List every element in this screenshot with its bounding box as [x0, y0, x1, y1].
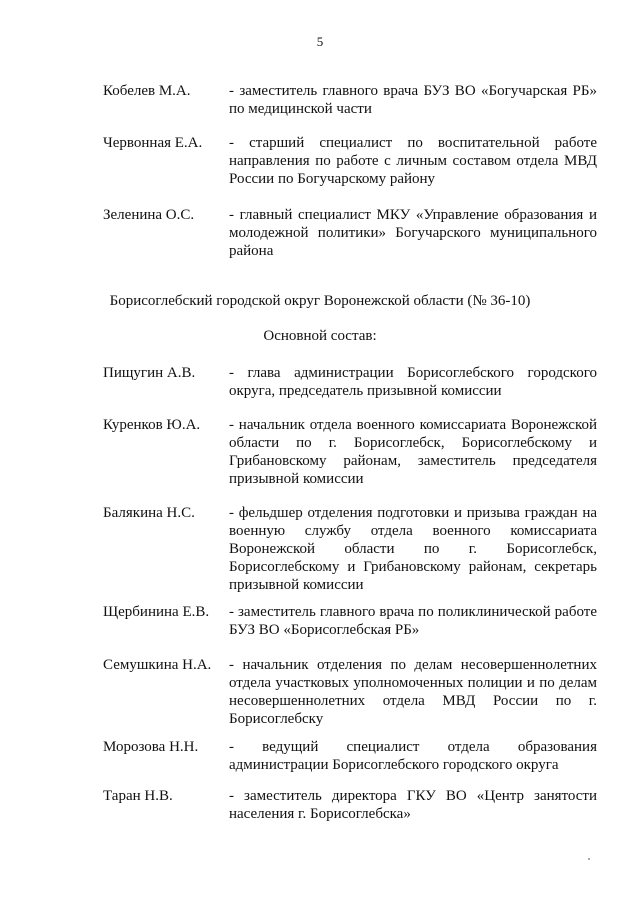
member-role: - начальник отдела военного комиссариата Воронежской области по г. Борисоглебск, Борисоглебскому и Грибановскому районам, заместитель председателя призывной комиссии — [229, 417, 597, 487]
member-name: Щербинина Е.В. — [103, 604, 210, 620]
member-role: - заместитель главного врача БУЗ ВО «Богучарская РБ» по медицинской части — [229, 83, 597, 117]
member-name: Пищугин А.В. — [103, 365, 196, 381]
district-heading: Борисоглебский городской округ Воронежской области (№ 36-10) — [109, 293, 531, 309]
member-name: Балякина Н.С. — [103, 505, 195, 521]
member-role: - начальник отделения по делам несовершеннолетних отдела участковых уполномоченных полиции и по делам несовершеннолетних отдела МВД России по г. Борисоглебску — [229, 657, 597, 727]
member-name: Кобелев М.А. — [103, 83, 191, 99]
member-name: Таран Н.В. — [103, 788, 173, 804]
member-name: Морозова Н.Н. — [103, 739, 199, 755]
member-role: - главный специалист МКУ «Управление образования и молодежной политики» Богучарского муниципального района — [229, 207, 597, 259]
composition-heading: Основной состав: — [263, 328, 377, 344]
page-number: 5 — [316, 34, 324, 49]
member-role: - заместитель главного врача по поликлинической работе БУЗ ВО «Борисоглебская РБ» — [229, 604, 597, 638]
member-role: - глава администрации Борисоглебского городского округа, председатель призывной комиссии — [229, 365, 597, 399]
member-name: Червонная Е.А. — [103, 135, 203, 151]
member-name: Зеленина О.С. — [103, 207, 195, 223]
member-role: - фельдшер отделения подготовки и призыва граждан на военную службу отдела военного комиссариата Воронежской области по г. Борисоглебск, Борисоглебскому и Грибановскому районам, секретарь призывной комиссии — [229, 505, 597, 593]
member-role: - заместитель директора ГКУ ВО «Центр занятости населения г. Борисоглебска» — [229, 788, 597, 822]
member-name: Семушкина Н.А. — [103, 657, 212, 673]
member-role: - старший специалист по воспитательной работе направления по работе с личным составом отдела МВД России по Богучарскому району — [229, 135, 597, 187]
member-role: - ведущий специалист отдела образования администрации Борисоглебского городского округа — [229, 739, 597, 773]
scan-speck — [588, 858, 590, 860]
member-name: Куренков Ю.А. — [103, 417, 201, 433]
